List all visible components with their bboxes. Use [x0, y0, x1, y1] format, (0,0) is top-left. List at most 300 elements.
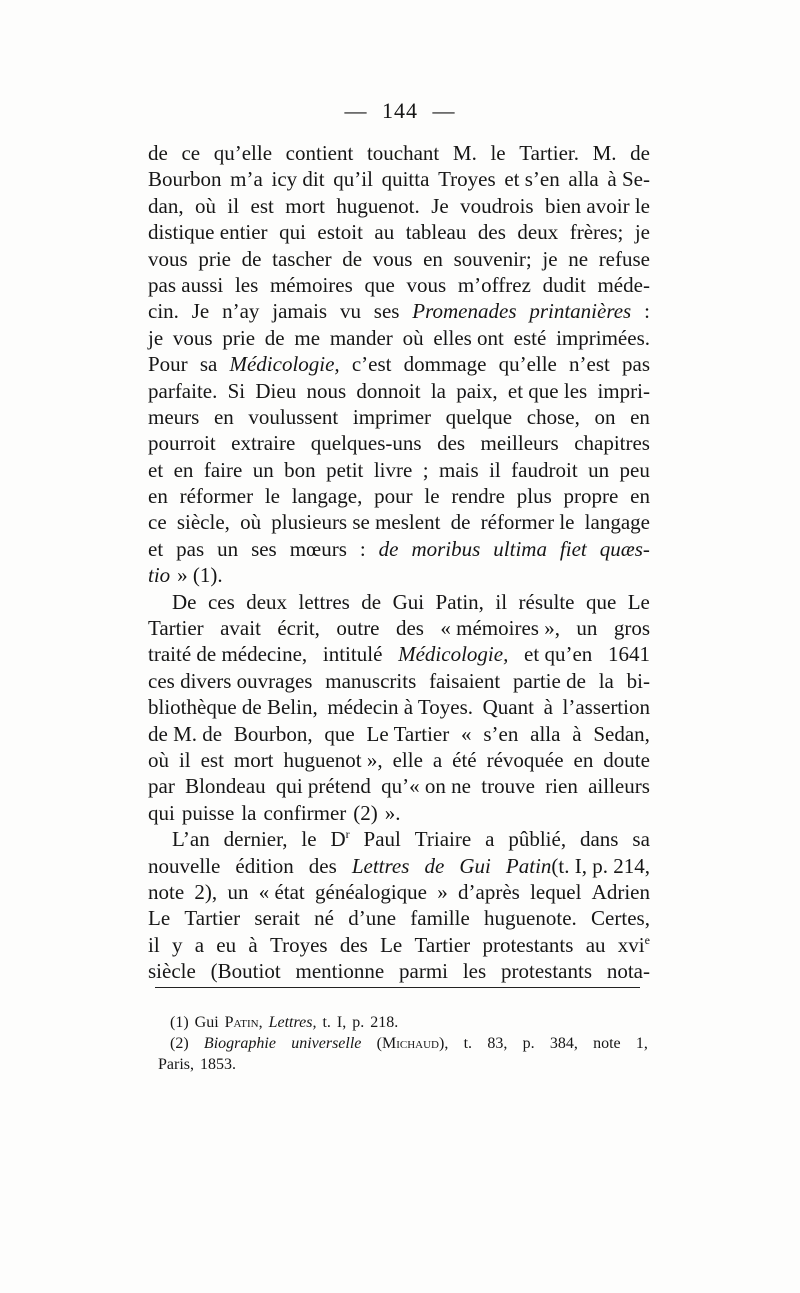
word	[148, 958, 196, 984]
word	[513, 668, 586, 694]
word	[600, 536, 650, 562]
word-text: qui	[148, 800, 175, 825]
word	[235, 272, 258, 298]
word	[195, 193, 216, 219]
word	[255, 378, 296, 404]
word	[148, 668, 312, 694]
word	[216, 932, 236, 958]
word-text: tascher	[272, 246, 332, 271]
word	[406, 219, 467, 245]
word-text: alla	[568, 167, 599, 192]
word-text: note	[148, 879, 185, 904]
word	[217, 536, 238, 562]
word-text: qu’elle	[498, 352, 557, 377]
word-text: et que les	[507, 378, 588, 403]
word	[269, 1012, 317, 1033]
word	[306, 378, 346, 404]
text-line	[148, 325, 650, 351]
word	[201, 747, 224, 773]
word-text: ce	[148, 510, 167, 535]
word-text: bi-	[626, 668, 650, 693]
word-text: p.	[522, 1035, 535, 1052]
word	[463, 958, 486, 984]
word	[283, 747, 382, 773]
word	[148, 721, 222, 747]
word-suffix: (t. I, p. 214,	[551, 853, 650, 878]
word	[574, 747, 594, 773]
word	[603, 747, 650, 773]
word	[253, 457, 274, 483]
word-text: intitulé	[322, 642, 383, 667]
word	[594, 404, 615, 430]
word	[148, 853, 220, 879]
word-text: Pour	[148, 352, 188, 377]
word	[429, 668, 500, 694]
word-text: de	[378, 536, 399, 561]
word	[179, 747, 191, 773]
text-line	[148, 641, 650, 667]
word-text: Le	[627, 589, 650, 614]
word-text: 2),	[194, 879, 218, 904]
word	[489, 457, 501, 483]
word-text: prie	[198, 246, 231, 271]
word-text: tio	[148, 563, 171, 588]
word	[504, 166, 559, 192]
word-text: Gui	[392, 589, 425, 614]
word	[439, 457, 479, 483]
word-text: deux	[517, 220, 559, 245]
word-text: Médicologie,	[229, 352, 340, 377]
word	[272, 298, 327, 324]
word-text: dan,	[148, 193, 184, 218]
text-line	[148, 694, 650, 720]
word-text: mais	[438, 457, 479, 482]
word	[367, 721, 450, 747]
word	[382, 166, 430, 192]
word	[568, 246, 588, 272]
word-text: note	[593, 1035, 621, 1052]
word-text: Troyes	[269, 932, 328, 957]
word	[264, 800, 347, 826]
word	[464, 1033, 472, 1054]
word	[523, 1033, 535, 1054]
word	[148, 219, 268, 245]
word	[380, 932, 402, 958]
word-text: le	[264, 484, 280, 509]
word	[597, 272, 649, 298]
text-line	[148, 193, 650, 219]
word-text: à	[543, 695, 553, 720]
word-text: meurs	[148, 404, 200, 429]
word-text: langage	[584, 510, 650, 535]
word-text: Lettres	[351, 853, 410, 878]
word-text: d’une	[348, 906, 397, 931]
word	[337, 1012, 346, 1033]
word-text: et s’en	[504, 167, 560, 192]
word-text: Patin,	[224, 1014, 263, 1031]
word-text: icy dit	[271, 167, 325, 192]
word	[296, 958, 385, 984]
word-text: faisaient	[429, 668, 501, 693]
word	[251, 536, 277, 562]
word-text: en	[213, 404, 234, 429]
text-line	[148, 668, 650, 694]
word	[301, 826, 316, 852]
word-text: puisse	[181, 800, 235, 825]
word-text: langage,	[291, 484, 363, 509]
word-text: en	[573, 747, 594, 772]
word	[453, 140, 477, 166]
word	[374, 483, 413, 509]
word-text: édition	[235, 853, 294, 878]
word-text: (2)	[170, 1035, 189, 1052]
word-text: où	[402, 325, 424, 350]
word-text: bliothèque de Belin,	[148, 695, 318, 720]
word	[208, 589, 235, 615]
word	[192, 298, 210, 324]
word-text: dernier,	[223, 827, 288, 852]
word-text: il	[227, 193, 240, 218]
word	[563, 694, 650, 720]
word-text: écrit,	[277, 616, 320, 641]
word	[148, 879, 184, 905]
word-text: (Boutiot	[210, 959, 281, 984]
word	[636, 1033, 648, 1054]
word	[200, 351, 218, 377]
word	[490, 140, 505, 166]
word-text: qu’il	[333, 167, 373, 192]
text-line	[148, 483, 650, 509]
word	[514, 325, 547, 351]
word-text: je	[542, 246, 558, 271]
word-text: réformer	[179, 484, 254, 509]
footnotes	[158, 1012, 648, 1075]
word-text: de	[264, 325, 285, 350]
word-text: où	[148, 747, 169, 772]
word	[374, 457, 412, 483]
word-text: résulte	[518, 589, 575, 614]
text-line	[148, 457, 650, 483]
word	[608, 641, 650, 667]
word-text: pûblié,	[508, 827, 567, 852]
word-text: à Se-	[607, 167, 650, 192]
word-text: Bourbon	[148, 167, 222, 192]
word	[461, 721, 472, 747]
word	[592, 879, 650, 905]
word-text: par	[148, 774, 175, 799]
word	[508, 826, 566, 852]
word-text: petit	[326, 457, 364, 482]
word	[211, 958, 281, 984]
word	[511, 457, 577, 483]
word-text: en	[630, 484, 650, 509]
word	[148, 166, 222, 192]
word-text: y	[171, 932, 183, 957]
word	[148, 140, 168, 166]
word	[248, 932, 257, 958]
word-text: universelle	[291, 1035, 362, 1052]
word	[322, 1012, 330, 1033]
word-text: m’a	[230, 167, 263, 192]
text-line	[148, 879, 650, 905]
word-text: « mémoires »,	[440, 616, 560, 641]
word	[493, 536, 547, 562]
word	[568, 166, 598, 192]
word	[292, 483, 363, 509]
word-text: deux	[246, 589, 288, 614]
word-text: faire	[203, 457, 243, 482]
word	[195, 932, 204, 958]
word	[290, 536, 347, 562]
word-text: de	[450, 510, 471, 535]
word-text: sa	[199, 352, 218, 377]
word	[576, 615, 597, 641]
word	[423, 246, 443, 272]
word-text: faudroit	[511, 457, 578, 482]
word-text: Tartier	[414, 932, 471, 957]
word-text: des	[477, 220, 506, 245]
word	[586, 589, 616, 615]
word	[214, 404, 234, 430]
word	[315, 879, 427, 905]
word	[148, 483, 168, 509]
word	[148, 615, 204, 641]
word	[458, 272, 531, 298]
word-text: Paris,	[158, 1056, 194, 1073]
word-text: dudit	[542, 272, 586, 297]
word	[172, 932, 183, 958]
word-text: vous	[372, 246, 413, 271]
word-text: ce	[181, 141, 201, 165]
word	[487, 1033, 507, 1054]
word-text: révoquée	[486, 747, 564, 772]
word	[181, 140, 200, 166]
text-line	[148, 905, 650, 931]
word-text: Biographie	[203, 1035, 276, 1052]
word-text: Paul	[363, 827, 401, 852]
word-text: Quant	[482, 695, 534, 720]
footnote-separator	[155, 987, 640, 988]
word-text: huguenot »,	[283, 747, 383, 772]
word	[545, 773, 578, 799]
word-text: avait	[220, 616, 261, 641]
word-text: huguenot.	[336, 193, 420, 218]
word	[324, 721, 354, 747]
word	[574, 430, 650, 456]
word	[460, 193, 534, 219]
word	[411, 536, 480, 562]
word-text: ultima	[493, 536, 547, 561]
word-text: parfaite.	[148, 378, 218, 403]
word	[148, 694, 318, 720]
word-text: Gui	[194, 1014, 219, 1031]
word	[227, 879, 248, 905]
word-text: né	[314, 906, 334, 931]
word-text: M.	[592, 141, 617, 165]
word-text: (Michaud),	[376, 1035, 449, 1052]
word	[229, 351, 339, 377]
word	[336, 193, 419, 219]
word	[374, 219, 394, 245]
word-text: le	[301, 827, 317, 852]
word	[184, 905, 240, 931]
word	[254, 905, 299, 931]
text-line	[148, 166, 650, 192]
word	[399, 958, 448, 984]
word-text: rien	[545, 774, 578, 799]
word-text: qui prétend	[275, 774, 371, 799]
word-text: Certes,	[591, 906, 650, 931]
word-text: Blondeau	[185, 774, 266, 799]
word-text: protestants	[482, 932, 574, 957]
word-text: moribus	[411, 536, 481, 561]
word	[627, 668, 650, 694]
word-text: la	[430, 378, 446, 403]
word-text: bon	[284, 457, 316, 482]
word	[406, 272, 446, 298]
word	[437, 879, 448, 905]
word-text: 83,	[487, 1035, 508, 1052]
word-text: mort	[233, 747, 274, 772]
word-text: la	[241, 800, 257, 825]
word	[485, 826, 494, 852]
word	[644, 298, 650, 324]
word-text: elle	[392, 747, 423, 772]
word-text: Sedan,	[593, 721, 650, 746]
word-text: peu	[619, 457, 650, 482]
word	[224, 826, 288, 852]
word-text: souvenir;	[453, 246, 532, 271]
word	[591, 905, 650, 931]
text-line	[148, 958, 650, 984]
word-text: l’assertion	[562, 695, 650, 720]
word	[180, 483, 253, 509]
word	[423, 457, 429, 483]
word	[220, 615, 261, 641]
word	[352, 1012, 364, 1033]
text-line	[148, 509, 650, 535]
word-text: m’offrez	[457, 272, 531, 297]
word-text: 1,	[635, 1035, 648, 1052]
word	[393, 747, 423, 773]
word	[195, 1012, 219, 1033]
word	[519, 140, 579, 166]
word-text: lettres	[298, 589, 350, 614]
word	[482, 932, 573, 958]
word	[299, 589, 350, 615]
word-text: au	[585, 932, 606, 957]
word	[622, 351, 650, 377]
word-text: réformer le	[480, 510, 575, 535]
word	[446, 404, 512, 430]
word	[330, 826, 349, 852]
word	[527, 404, 580, 430]
word-text: de M. de	[148, 721, 223, 746]
word	[309, 853, 337, 879]
word-text: où	[195, 193, 216, 218]
word	[360, 536, 366, 562]
word-text: quæs-	[599, 536, 650, 561]
word	[311, 430, 422, 456]
word-text: contient	[285, 141, 354, 165]
word	[373, 246, 413, 272]
word	[459, 853, 491, 879]
word-text: plus	[516, 484, 552, 509]
word-text: où	[240, 510, 262, 535]
word-text: elles ont	[433, 325, 504, 350]
word	[148, 272, 223, 298]
word	[352, 853, 410, 879]
word-text: t.	[463, 1035, 473, 1052]
word	[148, 325, 163, 351]
word	[265, 325, 285, 351]
word-text: xvi	[617, 932, 645, 957]
word	[597, 378, 650, 404]
word	[228, 378, 246, 404]
word-text: généalogique	[315, 879, 427, 904]
word	[614, 615, 650, 641]
word	[431, 378, 446, 404]
word	[374, 298, 400, 324]
word	[356, 378, 420, 404]
text-line	[148, 246, 650, 272]
word	[550, 1033, 578, 1054]
word-text: serait	[254, 906, 300, 931]
word	[148, 562, 170, 588]
word	[517, 219, 558, 245]
word-text: de	[630, 141, 650, 165]
word-text: traité de médecine,	[148, 642, 308, 667]
word	[410, 905, 469, 931]
word-text: (1)	[170, 1014, 189, 1031]
word-text: Le Tartier	[366, 721, 450, 746]
word-text: 1853.	[200, 1056, 236, 1073]
word-text: paix,	[456, 378, 498, 403]
word-text: Le	[148, 906, 171, 931]
word-text: ».	[384, 800, 401, 825]
word-text: M.	[452, 141, 477, 165]
word-text: Je	[191, 299, 210, 324]
word-text: il	[489, 457, 501, 482]
word	[481, 509, 575, 535]
word	[241, 800, 256, 826]
word-text: mander	[329, 325, 393, 350]
word	[542, 246, 557, 272]
word-text: pas aussi	[148, 272, 224, 297]
word-text: plusieurs se meslent	[271, 510, 441, 535]
word-text: prie	[222, 325, 256, 350]
word-text: 1641	[608, 642, 650, 667]
word-text: outre	[336, 616, 380, 641]
word-text: nous	[306, 378, 347, 403]
word	[585, 509, 650, 535]
word-text: mentionne	[295, 959, 385, 984]
word-text: Si	[227, 378, 246, 403]
word-text: qu’« on ne	[381, 774, 471, 799]
word-text: je	[634, 220, 650, 245]
word	[544, 694, 553, 720]
word-text: que	[324, 721, 355, 746]
word-text: et	[148, 457, 164, 482]
word	[353, 800, 378, 826]
word	[586, 932, 606, 958]
word	[285, 193, 325, 219]
word-text: vu	[339, 299, 361, 324]
word-text: ailleurs	[588, 774, 650, 799]
word	[222, 298, 259, 324]
word	[458, 879, 520, 905]
text-line	[148, 721, 650, 747]
